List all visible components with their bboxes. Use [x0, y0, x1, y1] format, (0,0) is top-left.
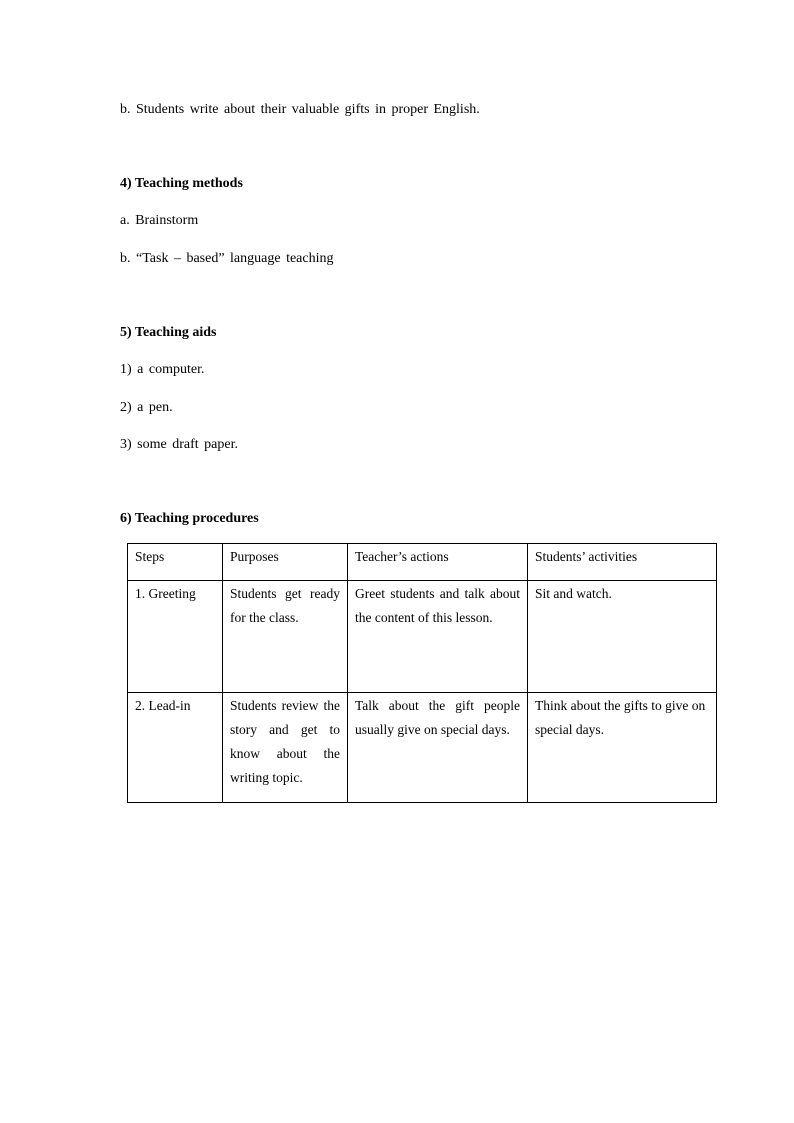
method-item-brainstorm: a. Brainstorm	[120, 213, 199, 228]
table-cell-student-activity: Think about the gifts to give on special days.	[528, 693, 717, 803]
section-heading-teaching-methods: 4) Teaching methods	[120, 176, 243, 191]
section-heading-teaching-procedures: 6) Teaching procedures	[120, 511, 259, 526]
section-heading-teaching-aids: 5) Teaching aids	[120, 325, 217, 340]
table-cell-purpose: Students get ready for the class.	[223, 581, 348, 693]
table-cell-student-activity: Sit and watch.	[528, 581, 717, 693]
aid-item-draft-paper: 3) some draft paper.	[120, 437, 238, 452]
table-row	[128, 581, 717, 693]
table-header-row	[128, 544, 717, 581]
table-cell-step: 1. Greeting	[128, 581, 223, 693]
table-cell-purpose: Students review the story and get to know about the writing topic.	[223, 693, 348, 803]
table-row	[128, 693, 717, 803]
method-item-task-based: b. “Task – based” language teaching	[120, 251, 334, 266]
aid-item-pen: 2) a pen.	[120, 400, 173, 415]
procedures-table	[127, 543, 717, 803]
header-cell-purposes: Purposes	[223, 544, 348, 581]
header-cell-teachers-actions: Teacher’s actions	[348, 544, 528, 581]
header-cell-students-activities: Students’ activities	[528, 544, 717, 581]
objective-b-line: b. Students write about their valuable gifts in proper English.	[120, 102, 480, 117]
table-cell-teacher-action: Talk about the gift people usually give on special days.	[348, 693, 528, 803]
header-cell-steps: Steps	[128, 544, 223, 581]
table-cell-teacher-action: Greet students and talk about the content of this lesson.	[348, 581, 528, 693]
table-cell-step: 2. Lead-in	[128, 693, 223, 803]
aid-item-computer: 1) a computer.	[120, 362, 205, 377]
